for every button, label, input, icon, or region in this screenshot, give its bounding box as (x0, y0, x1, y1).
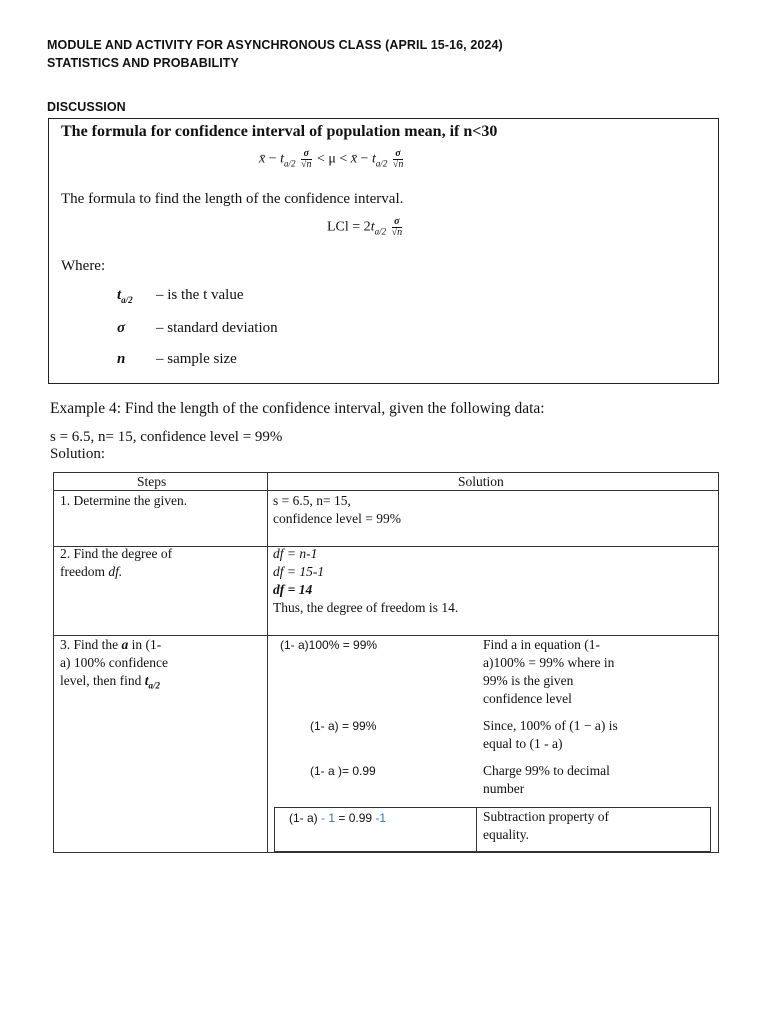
def-sigma-symbol: σ (117, 320, 126, 336)
row3-exp-2-line1: Since, 100% of (1 − a) is (483, 718, 618, 733)
where-label: Where: (61, 258, 106, 274)
formula-box (48, 118, 719, 384)
row3-eq-1: (1- a)100% = 99% (280, 638, 378, 652)
example-statement: Example 4: Find the length of the confidence interval, given the following data: (50, 400, 545, 417)
header-title: MODULE AND ACTIVITY FOR ASYNCHRONOUS CLASS (APRIL 15-16, 2024) (47, 38, 503, 52)
row1-level: confidence level = 99% (273, 511, 401, 526)
row2-step-line2: freedom df. (60, 564, 123, 579)
row2-step-line1: 2. Find the degree of (60, 546, 173, 561)
row3-exp-1-line1: Find a in equation (1- (483, 637, 600, 652)
row3-eq-3: (1- a )= 0.99 (310, 764, 376, 778)
row3-exp-4-line1: Subtraction property of (483, 809, 609, 824)
row3-step-line2: a) 100% confidence (60, 655, 168, 670)
table-header-solution: Solution (458, 474, 504, 489)
length-formula: LCl = $2t_{a/2}$ $\frac{\sigma}{√n}$ (327, 216, 403, 238)
row3-eq-2: (1- a) = 99% (310, 719, 377, 733)
length-intro: The formula to find the length of the confidence interval. (61, 191, 404, 207)
section-heading: DISCUSSION (47, 100, 126, 114)
row3-exp-3-line2: number (483, 781, 525, 796)
confidence-interval-formula: x̄ − $t_{a/2}$ $\frac{\sigma}{√n}$ < μ < x̄ − $t_{a/2}$ $\frac{\sigma}{√n}$ (259, 148, 404, 170)
row3-step-line3: level, then find $t_{a/2}$ (60, 673, 161, 691)
def-t-text: – is the t value (156, 287, 244, 303)
header-subject: STATISTICS AND PROBABILITY (47, 56, 239, 70)
row2-df-line1: df = n-1 (273, 546, 318, 561)
subtraction-box (274, 807, 711, 852)
table-header-steps: Steps (137, 474, 167, 489)
row3-eq-4: (1- a) - 1 = 0.99 -1 (289, 811, 387, 825)
def-sigma-text: – standard deviation (156, 320, 278, 336)
def-t-symbol: $t_{a/2}$ (117, 287, 133, 305)
row1-step: 1. Determine the given. (60, 493, 188, 508)
def-n-text: – sample size (156, 351, 237, 367)
solution-table (53, 472, 719, 853)
row3-exp-1-line3: 99% is the given (483, 673, 574, 688)
row1-given: s = 6.5, n= 15, (273, 493, 351, 508)
row3-exp-1-line4: confidence level (483, 691, 572, 706)
row3-exp-3-line1: Charge 99% to decimal (483, 763, 610, 778)
solution-label: Solution: (50, 446, 106, 462)
row3-exp-1-line2: a)100% = 99% where in (483, 655, 615, 670)
row3-step-line1: 3. Find the a in (1- (60, 637, 162, 652)
row2-df-conclusion: Thus, the degree of freedom is 14. (273, 600, 459, 615)
row2-df-result: df = 14 (273, 582, 313, 597)
row3-exp-2-line2: equal to (1 - a) (483, 736, 563, 751)
example-given: s = 6.5, n= 15, confidence level = 99% (50, 429, 283, 445)
formula-box-title: The formula for confidence interval of population mean, if n<30 (61, 123, 498, 140)
row3-exp-4-line2: equality. (483, 827, 529, 842)
row2-df-line2: df = 15-1 (273, 564, 325, 579)
def-n-symbol: n (117, 351, 126, 367)
